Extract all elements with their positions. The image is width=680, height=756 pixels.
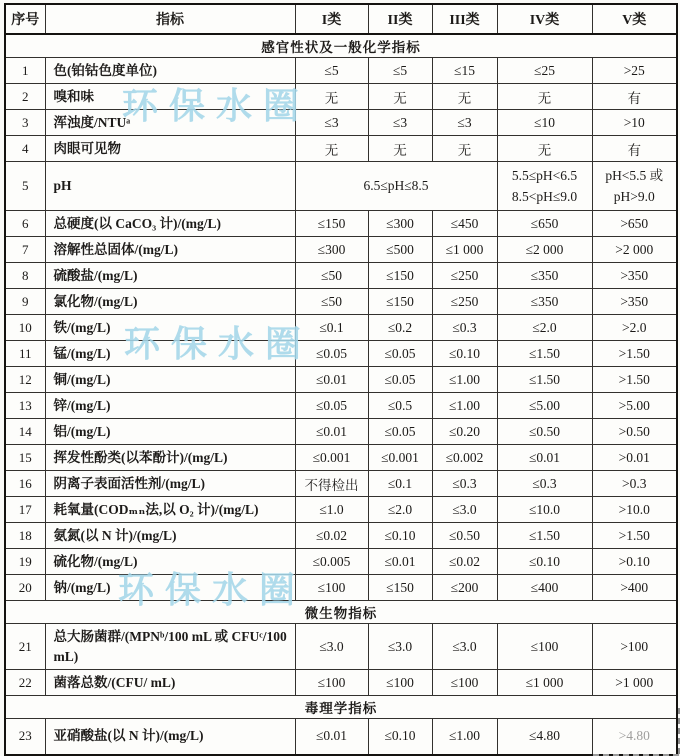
value-cell: ≤150 [368,289,432,315]
value-cell: ≤0.10 [497,549,592,575]
value-cell: >350 [592,263,677,289]
ph-range-line: 5.5≤pH<6.5 [511,168,578,183]
value-cell: ≤1 000 [497,670,592,696]
value-cell: ≤10 [497,110,592,136]
value-cell: ≤100 [432,670,497,696]
value-cell: ≤2.0 [497,315,592,341]
row-number-cell: 19 [5,549,45,575]
value-cell: ≤0.3 [432,315,497,341]
value-cell: ≤3.0 [432,497,497,523]
row-number-cell: 22 [5,670,45,696]
value-cell: ≤0.2 [368,315,432,341]
row-number-cell: 10 [5,315,45,341]
table-row [5,367,677,393]
value-cell: 有 [592,84,677,110]
table-row [5,84,677,110]
value-cell: ≤0.01 [497,445,592,471]
value-cell: ≤300 [295,237,368,263]
value-cell: ≤0.005 [295,549,368,575]
value-cell: ≤400 [497,575,592,601]
value-cell: ≤150 [368,575,432,601]
indicator-cell: 铝/(mg/L) [45,419,295,445]
table-row [5,575,677,601]
value-cell: ≤5 [368,58,432,84]
header-col-number: 序号 [5,4,45,34]
row-number-cell: 2 [5,84,45,110]
value-cell: ≤0.3 [497,471,592,497]
row-number-cell: 18 [5,523,45,549]
value-cell: ≤50 [295,289,368,315]
section-header-row [5,601,677,624]
table-row [5,315,677,341]
table-row [5,58,677,84]
header-col-class2: II类 [368,4,432,34]
header-col-class3: III类 [432,4,497,34]
value-cell: ≤1.50 [497,341,592,367]
value-cell: >2.0 [592,315,677,341]
indicator-cell: 菌落总数/(CFU/ mL) [45,670,295,696]
indicator-cell: 嗅和味 [45,84,295,110]
value-cell: ≤0.02 [295,523,368,549]
row-number-cell: 9 [5,289,45,315]
table-row [5,497,677,523]
section-title: 感官性状及一般化学指标 [5,34,677,58]
indicator-cell: 阴离子表面活性剂/(mg/L) [45,471,295,497]
value-cell: ≤0.05 [368,341,432,367]
value-cell: >1.50 [592,523,677,549]
table-row [5,393,677,419]
value-cell: ≤0.1 [295,315,368,341]
value-cell: ≤50 [295,263,368,289]
table-header [5,4,677,34]
value-cell: ≤5 [295,58,368,84]
value-cell: ≤3.0 [432,624,497,670]
value-cell: ≤3 [295,110,368,136]
ph-merged-value-cell: 6.5≤pH≤8.5 [295,162,497,211]
table-row [5,445,677,471]
value-cell: ≤0.50 [432,523,497,549]
indicator-cell: 氨氮(以 N 计)/(mg/L) [45,523,295,549]
value-cell: >1.50 [592,367,677,393]
indicator-cell: 色(铂钴色度单位) [45,58,295,84]
value-cell: 无 [432,136,497,162]
value-cell: >4.80 [592,719,677,755]
table-row [5,136,677,162]
table-row [5,237,677,263]
row-number-cell: 14 [5,419,45,445]
value-cell: ≤15 [432,58,497,84]
value-cell: ≤2 000 [497,237,592,263]
value-cell: >10 [592,110,677,136]
value-cell: >5.00 [592,393,677,419]
indicator-cell: 耗氧量(CODₘₙ法,以 O₂ 计)/(mg/L) [45,497,295,523]
value-cell: ≤1.00 [432,719,497,755]
value-cell: ≤0.05 [368,367,432,393]
value-cell: 无 [368,136,432,162]
row-number-cell: 20 [5,575,45,601]
indicator-cell: 铜/(mg/L) [45,367,295,393]
value-cell: ≤0.05 [368,419,432,445]
row-number-cell: 3 [5,110,45,136]
table-row [5,341,677,367]
value-cell: 无 [295,84,368,110]
value-cell: ≤150 [295,211,368,237]
value-cell: ≤100 [295,670,368,696]
value-cell: >0.3 [592,471,677,497]
ph-range-line: pH>9.0 [613,189,655,204]
value-cell: ≤0.5 [368,393,432,419]
value-cell: ≤1.00 [432,393,497,419]
value-cell: ≤100 [497,624,592,670]
table-row [5,471,677,497]
value-cell: >10.0 [592,497,677,523]
water-quality-standards-table [4,3,678,756]
value-cell: ≤350 [497,289,592,315]
indicator-cell: 总大肠菌群/(MPNᵇ/100 mL 或 CFUᶜ/100 mL) [45,624,295,670]
value-cell: ≤0.01 [295,719,368,755]
value-cell: >1.50 [592,341,677,367]
value-cell: >0.50 [592,419,677,445]
value-cell: >400 [592,575,677,601]
value-cell: ≤1 000 [432,237,497,263]
table-row [5,211,677,237]
value-cell: ≤0.3 [432,471,497,497]
table-row [5,549,677,575]
value-cell: 不得检出 [295,471,368,497]
indicator-cell: 锰/(mg/L) [45,341,295,367]
value-cell: ≤1.00 [432,367,497,393]
row-number-cell: 1 [5,58,45,84]
row-number-cell: 15 [5,445,45,471]
value-cell: >0.10 [592,549,677,575]
value-cell: ≤0.001 [295,445,368,471]
indicator-cell: 硫化物/(mg/L) [45,549,295,575]
row-number-cell: 6 [5,211,45,237]
value-cell: 无 [497,84,592,110]
value-cell: >350 [592,289,677,315]
watermark-text: 环保水圈 [118,569,307,610]
value-cell: ≤0.10 [432,341,497,367]
row-number-cell: 16 [5,471,45,497]
value-cell: ≤5.00 [497,393,592,419]
indicator-cell: 浑浊度/NTUᵃ [45,110,295,136]
value-cell: ≤300 [368,211,432,237]
table-row [5,263,677,289]
header-col-class1: I类 [295,4,368,34]
value-cell: ≤4.80 [497,719,592,755]
value-cell: ≤0.002 [432,445,497,471]
value-cell: >2 000 [592,237,677,263]
value-cell: >0.01 [592,445,677,471]
value-cell: 无 [497,136,592,162]
value-cell: ≤25 [497,58,592,84]
row-number-cell: 23 [5,719,45,755]
value-cell: ≤1.50 [497,367,592,393]
table-row [5,719,677,755]
table-body [5,34,677,755]
value-cell: ≤3 [368,110,432,136]
value-cell: ≤0.01 [295,419,368,445]
value-cell: ≤500 [368,237,432,263]
header-col-indicator: 指标 [45,4,295,34]
watermark-text: 环保水圈 [124,323,313,364]
value-cell: ≤0.1 [368,471,432,497]
value-cell: ≤200 [432,575,497,601]
value-cell: ≤0.05 [295,393,368,419]
indicator-cell: 总硬度(以 CaCO₃ 计)/(mg/L) [45,211,295,237]
value-cell: ≤1.0 [295,497,368,523]
indicator-cell: 钠/(mg/L) [45,575,295,601]
value-cell: 无 [368,84,432,110]
value-cell: ≤0.01 [295,367,368,393]
row-number-cell: 11 [5,341,45,367]
table-row [5,523,677,549]
ph-range-line: 8.5<pH≤9.0 [511,189,578,204]
row-number-cell: 17 [5,497,45,523]
indicator-cell: 溶解性总固体/(mg/L) [45,237,295,263]
section-header-row [5,34,677,58]
section-title: 毒理学指标 [5,696,677,719]
indicator-cell: 挥发性酚类(以苯酚计)/(mg/L) [45,445,295,471]
indicator-cell: pH [45,162,295,211]
value-cell: ≤2.0 [368,497,432,523]
section-header-row [5,696,677,719]
section-title: 微生物指标 [5,601,677,624]
value-cell: ≤3.0 [295,624,368,670]
value-cell: >650 [592,211,677,237]
value-cell: >100 [592,624,677,670]
value-cell: ≤250 [432,289,497,315]
indicator-cell: 锌/(mg/L) [45,393,295,419]
value-cell: ≤0.01 [368,549,432,575]
indicator-cell: 硫酸盐/(mg/L) [45,263,295,289]
table-row [5,419,677,445]
ph-class4-cell [497,162,592,211]
table-row [5,110,677,136]
value-cell: ≤10.0 [497,497,592,523]
value-cell: >1 000 [592,670,677,696]
indicator-cell: 亚硝酸盐(以 N 计)/(mg/L) [45,719,295,755]
value-cell: 有 [592,136,677,162]
value-cell: ≤0.20 [432,419,497,445]
row-number-cell: 4 [5,136,45,162]
row-number-cell: 8 [5,263,45,289]
table-row [5,670,677,696]
value-cell: ≤650 [497,211,592,237]
value-cell: ≤250 [432,263,497,289]
value-cell: ≤0.50 [497,419,592,445]
value-cell: >25 [592,58,677,84]
value-cell: ≤0.02 [432,549,497,575]
value-cell: ≤0.05 [295,341,368,367]
value-cell: 无 [295,136,368,162]
table-row [5,624,677,670]
table-row [5,162,677,211]
indicator-cell: 氯化物/(mg/L) [45,289,295,315]
value-cell: ≤3 [432,110,497,136]
value-cell: ≤350 [497,263,592,289]
row-number-cell: 21 [5,624,45,670]
watermark-text: 环保水圈 [122,85,311,126]
ph-range-line: pH<5.5 或 [605,168,664,183]
header-col-class4: IV类 [497,4,592,34]
value-cell: ≤0.10 [368,719,432,755]
value-cell: ≤3.0 [368,624,432,670]
header-col-class5: V类 [592,4,677,34]
row-number-cell: 5 [5,162,45,211]
table-header-row [5,4,677,34]
ph-class5-cell [592,162,677,211]
value-cell: ≤450 [432,211,497,237]
value-cell: ≤1.50 [497,523,592,549]
row-number-cell: 12 [5,367,45,393]
value-cell: 无 [432,84,497,110]
value-cell: ≤0.001 [368,445,432,471]
row-number-cell: 7 [5,237,45,263]
row-number-cell: 13 [5,393,45,419]
indicator-cell: 肉眼可见物 [45,136,295,162]
table-row [5,289,677,315]
indicator-cell: 铁/(mg/L) [45,315,295,341]
value-cell: ≤150 [368,263,432,289]
value-cell: ≤100 [368,670,432,696]
value-cell: ≤0.10 [368,523,432,549]
value-cell: ≤100 [295,575,368,601]
